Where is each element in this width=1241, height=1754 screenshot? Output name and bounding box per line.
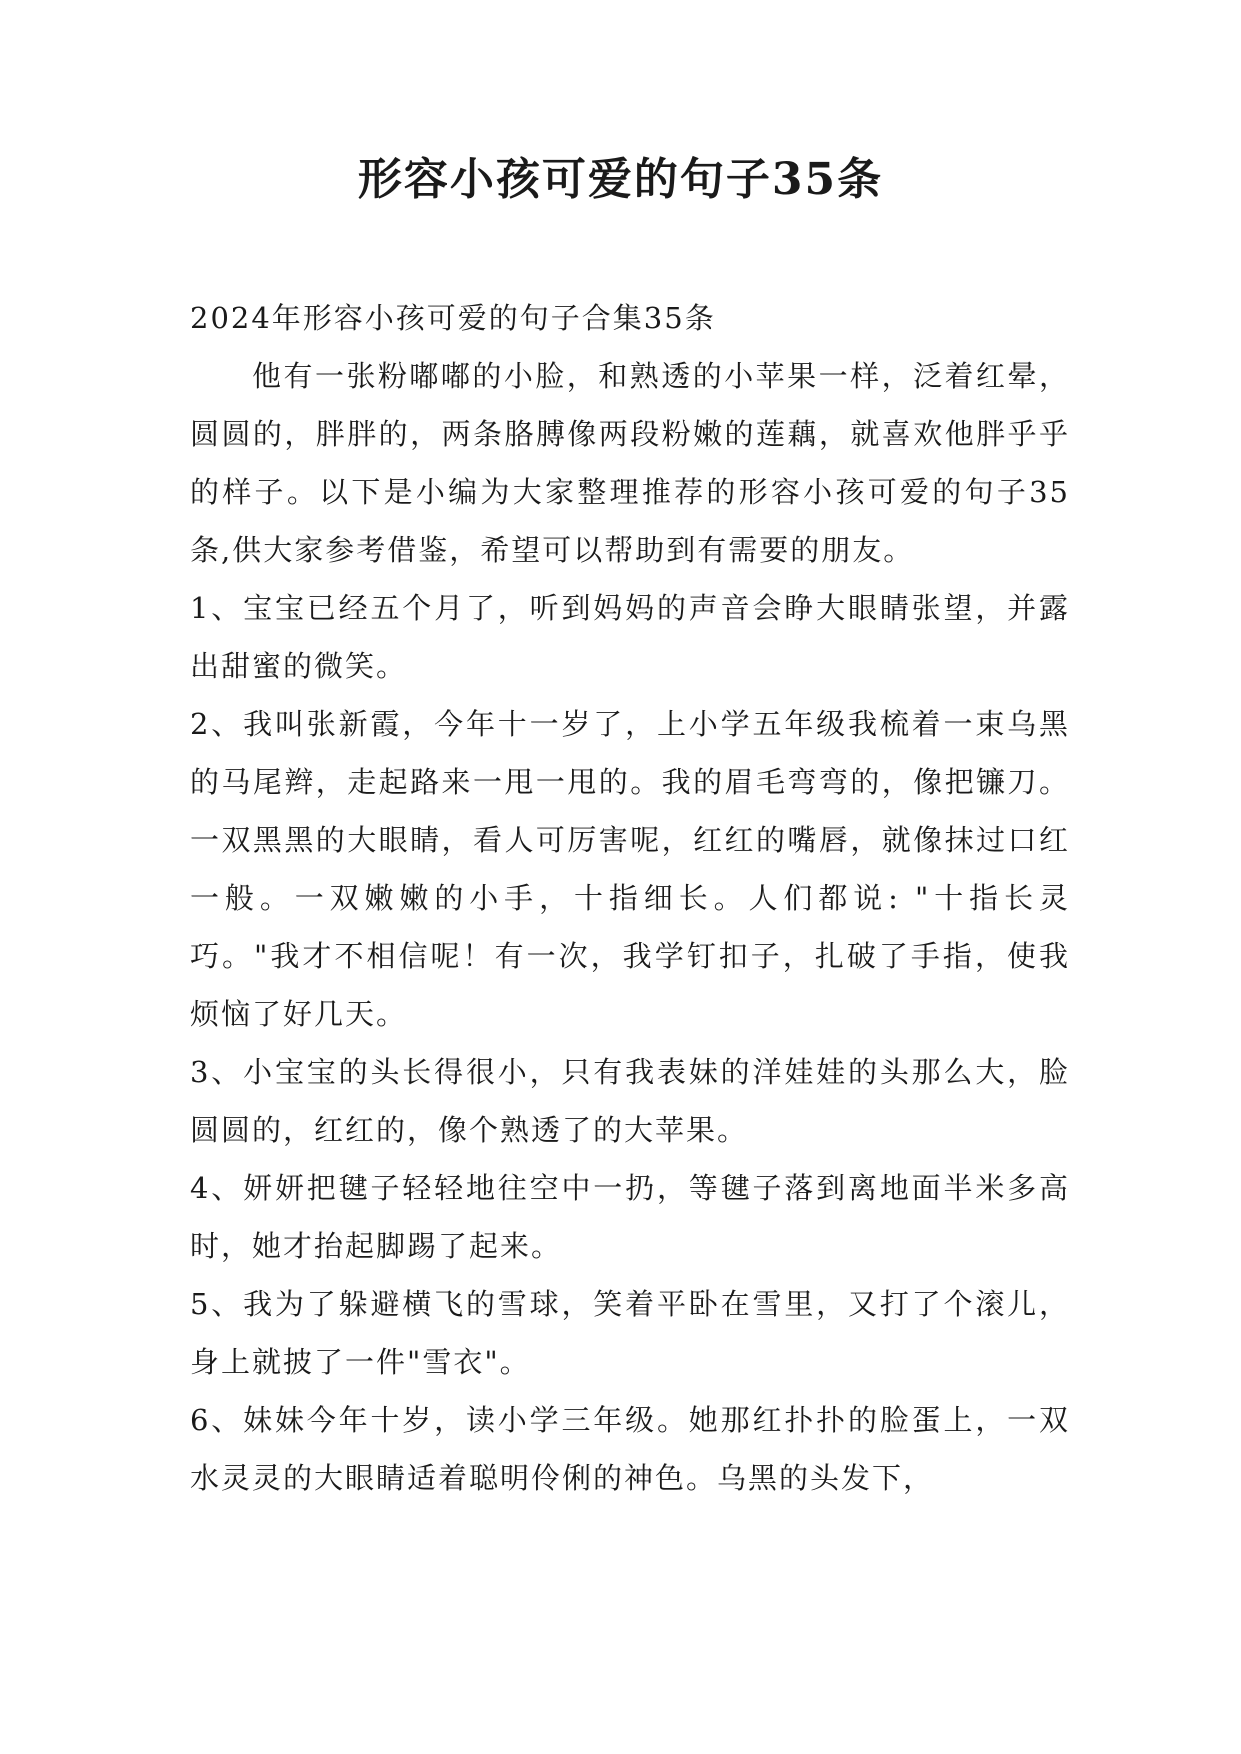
list-item-1: 1、宝宝已经五个月了，听到妈妈的声音会睁大眼睛张望，并露出甜蜜的微笑。 <box>190 591 1070 683</box>
list-item-2: 2、我叫张新霞，今年十一岁了，上小学五年级我梳着一束乌黑的马尾辫，走起路来一甩一甩的。我的眉毛弯弯的，像把镰刀。一双黑黑的大眼睛，看人可厉害呢，红红的嘴唇，就像抹过口红一般。一双嫩嫩的小手，十指细长。人们都说: "十指长灵巧。"我才不相信呢！有一次，我学钉扣子，扎破了手指，使我烦恼了好几天。 <box>190 707 1070 1031</box>
document-body <box>190 289 1070 1507</box>
list-item-6: 6、妹妹今年十岁，读小学三年级。她那红扑扑的脸蛋上，一双水灵灵的大眼睛适着聪明伶俐的神色。乌黑的头发下， <box>190 1403 1070 1495</box>
document-title: 形容小孩可爱的句子35条 <box>357 154 884 205</box>
list-item-5: 5、我为了躲避横飞的雪球，笑着平卧在雪里，又打了个滚儿，身上就披了一件"雪衣"。 <box>190 1287 1070 1379</box>
list-item-3: 3、小宝宝的头长得很小，只有我表妹的洋娃娃的头那么大，脸圆圆的，红红的，像个熟透了的大苹果。 <box>190 1055 1070 1147</box>
list-item-4: 4、妍妍把毽子轻轻地往空中一扔，等毽子落到离地面半米多高时，她才抬起脚踢了起来。 <box>190 1171 1070 1263</box>
document-subtitle: 2024年形容小孩可爱的句子合集35条 <box>190 301 716 335</box>
intro-paragraph: 他有一张粉嘟嘟的小脸，和熟透的小苹果一样，泛着红晕，圆圆的，胖胖的，两条胳膊像两段粉嫩的莲藕，就喜欢他胖乎乎的样子。以下是小编为大家整理推荐的形容小孩可爱的句子35条,供大家参考借鉴，希望可以帮助到有需要的朋友。 <box>190 359 1070 567</box>
